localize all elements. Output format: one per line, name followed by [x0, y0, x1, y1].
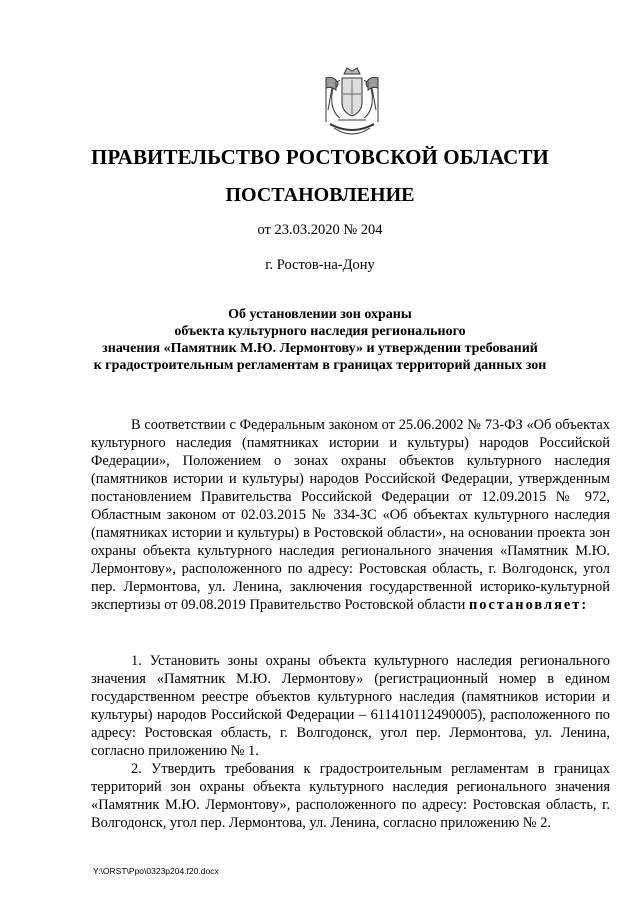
- subject-line: к градостроительным регламентам в границах территорий данных зон: [93, 358, 547, 373]
- resolves-word: постановляет:: [468, 597, 589, 613]
- resolution-item: 1. Установить зоны охраны объекта культурного наследия регионального значения «Памятник М.Ю. Лермонтову» (регистрационный номер в едином государственном реестре объектов культурного наследия (памятников истории и культуры) народов Российской Федерации – 611410112490005), расположенного по адресу: Ростовская область, г. Волгодонск, угол пер. Лермонтова, ул. Ленина, согласно приложению № 1.: [91, 653, 610, 759]
- preamble-paragraph: [91, 416, 610, 614]
- resolution-items: [91, 652, 610, 832]
- file-path-footer: Y:\ORST\Ppo\0323p204.f20.docx: [93, 866, 219, 876]
- document-subject: [0, 306, 640, 374]
- subject-line: значения «Памятник М.Ю. Лермонтову» и утверждении требований: [102, 341, 538, 356]
- resolution-item: 2. Утвердить требования к градостроительным регламентам в границах территорий зон охраны объекта культурного наследия регионального значения «Памятник М.Ю. Лермонтову», расположенного по адресу: Ростовская область, г. Волгодонск, угол пер. Лермонтова, ул. Ленина, согласно приложению № 2.: [91, 761, 610, 831]
- preamble-text: В соответствии с Федеральным законом от 25.06.2002 № 73-ФЗ «Об объектах культурного наследия (памятниках истории и культуры) народов Российской Федерации», Положением о зонах охраны объектов культурного наследия (памятников истории и культуры) народов Российской Федерации, утвержденным постановлением Правительства Российской Федерации от 12.09.2015 № 972, Областным законом от 02.03.2015 № 334-ЗС «Об объектах культурного наследия (памятниках истории и культуры) в Ростовской области», на основании проекта зон охраны объекта культурного наследия регионального значения «Памятник М.Ю. Лермонтову», расположенного по адресу: Ростовская область, г. Волгодонск, угол пер. Лермонтова, ул. Ленина, заключения государственной историко-культурной экспертизы от 09.08.2019 Правительство Ростовской области: [91, 417, 610, 613]
- subject-line: Об установлении зон охраны: [228, 307, 412, 322]
- document-type: ПОСТАНОВЛЕНИЕ: [225, 184, 415, 206]
- subject-line: объекта культурного наследия регионального: [174, 324, 466, 339]
- organization-title: ПРАВИТЕЛЬСТВО РОСТОВСКОЙ ОБЛАСТИ: [91, 145, 549, 169]
- document-city: г. Ростов-на-Дону: [265, 257, 375, 273]
- coat-of-arms-icon: [318, 64, 386, 144]
- document-date-number: от 23.03.2020 № 204: [257, 222, 383, 238]
